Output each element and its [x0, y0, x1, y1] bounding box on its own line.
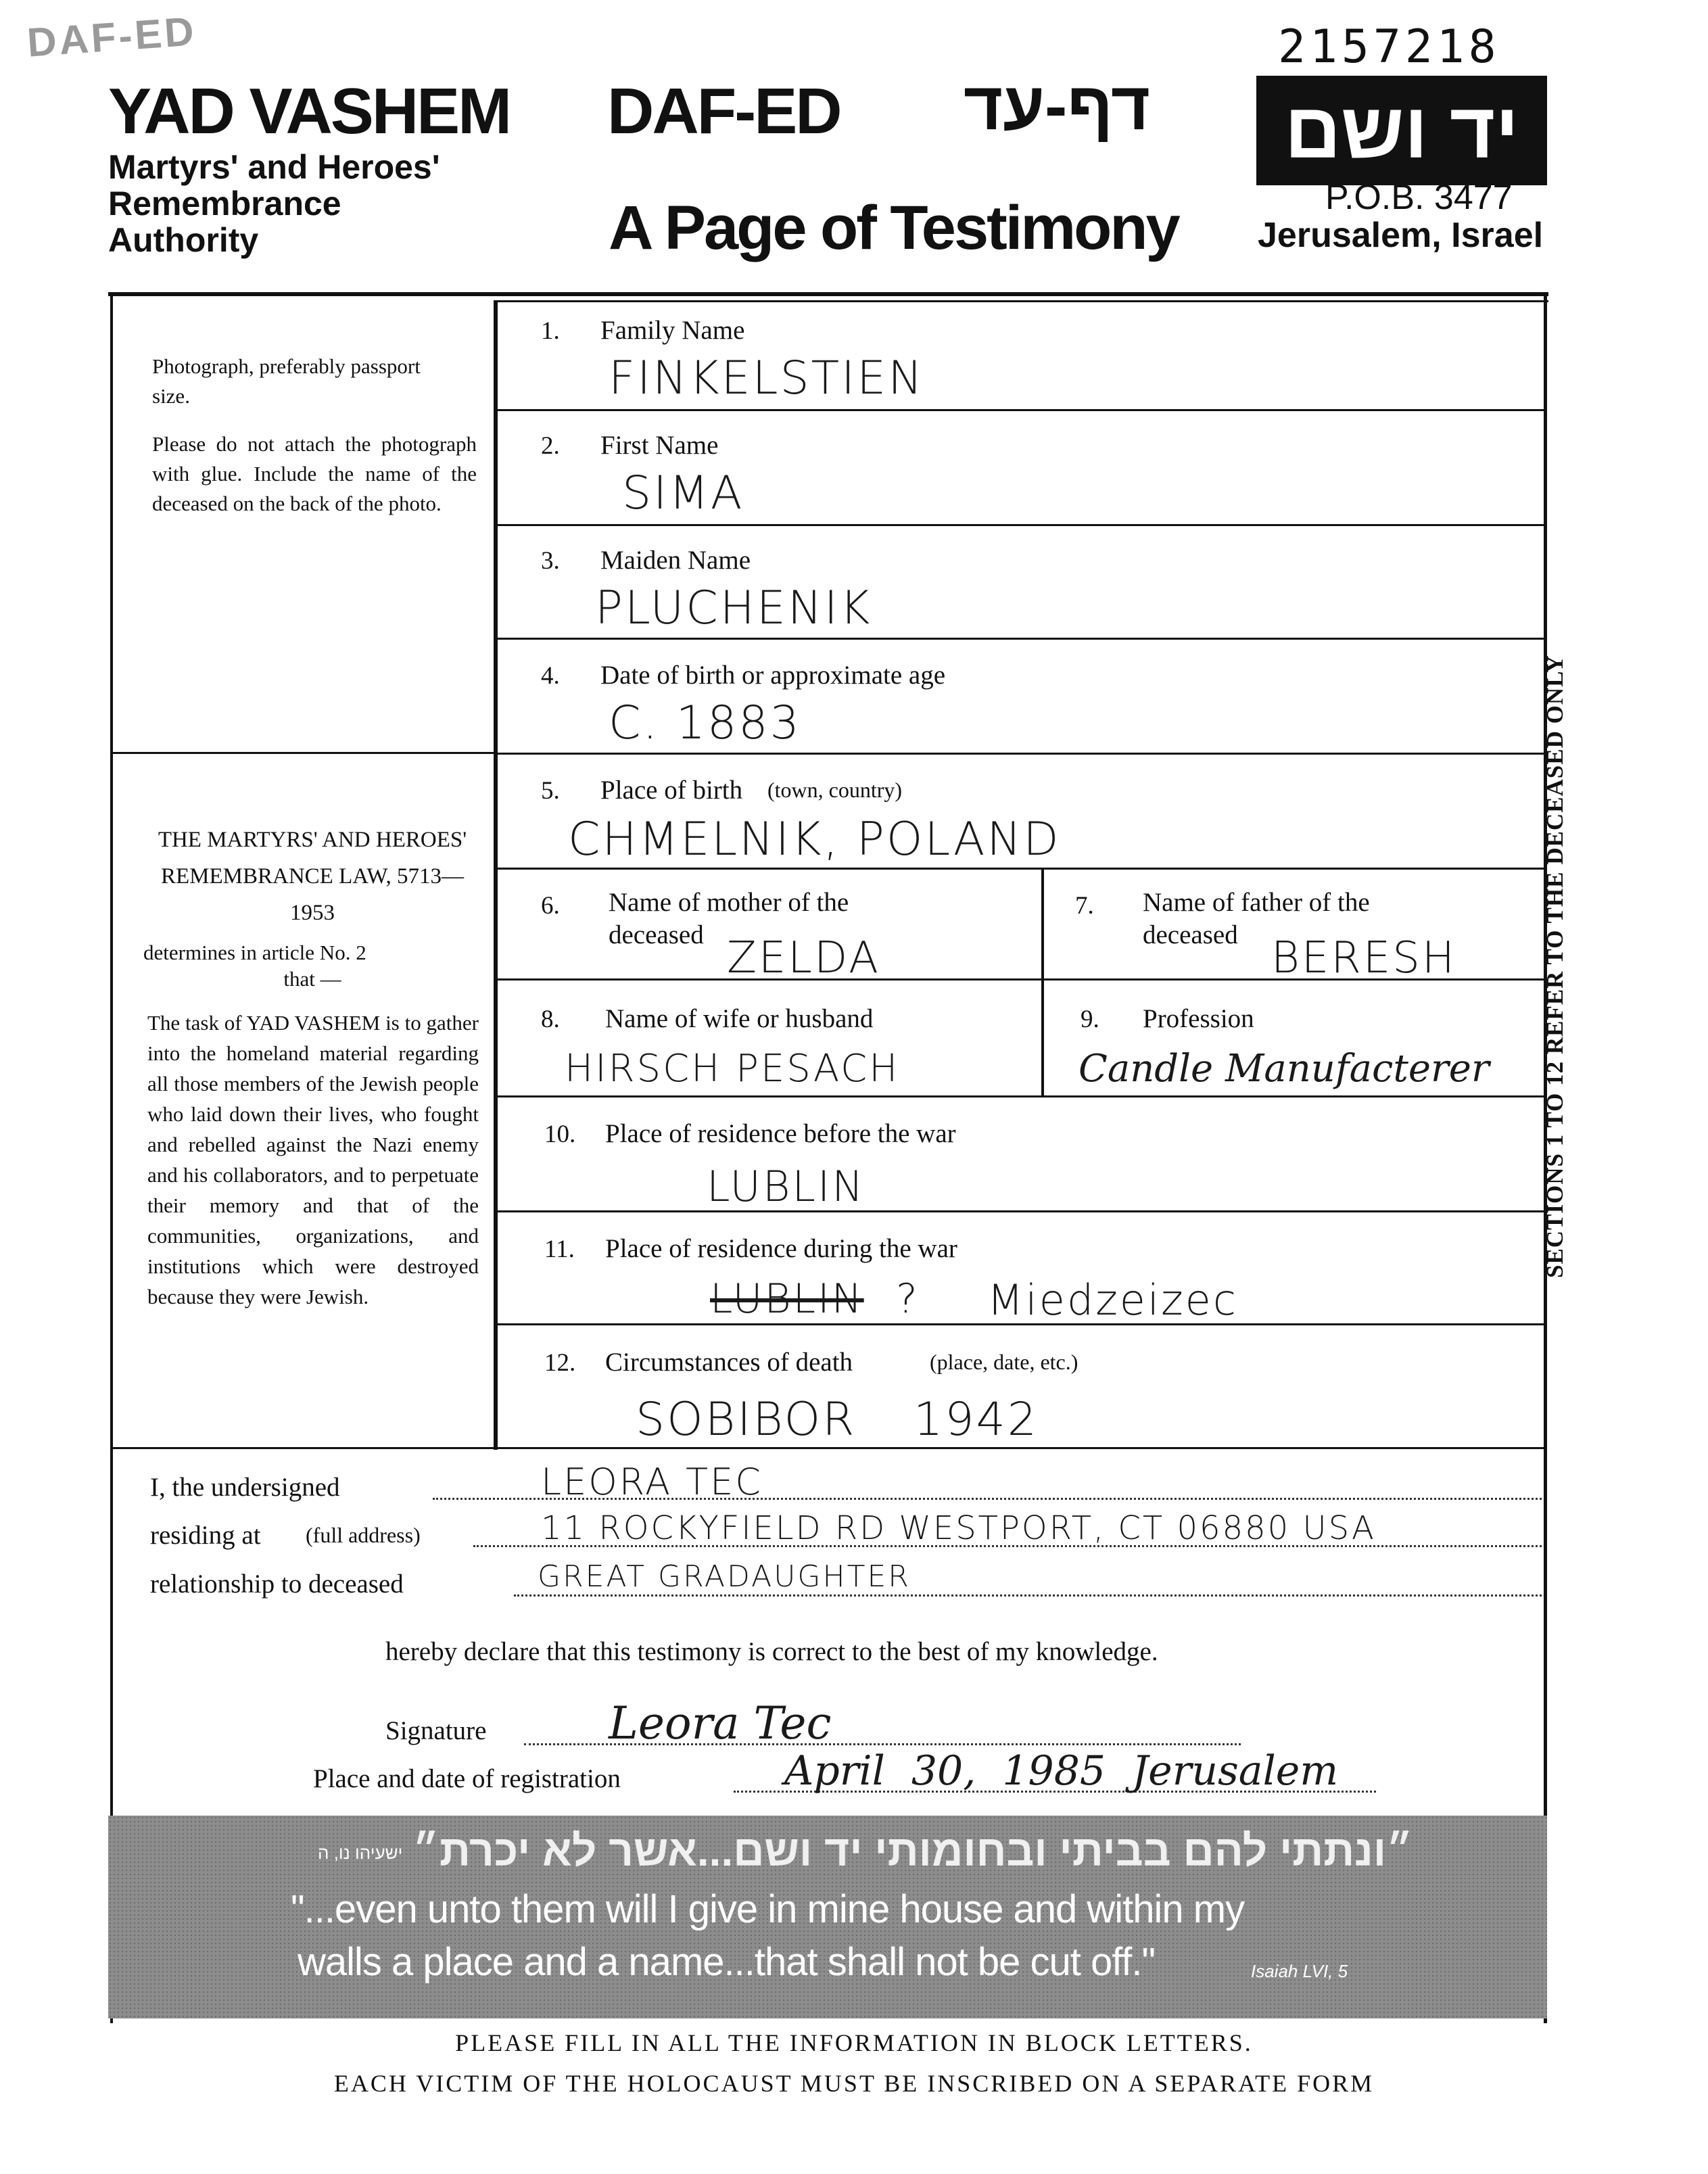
field-number: 9.: [1081, 1006, 1099, 1033]
form-name-latin: DAF-ED: [607, 75, 840, 147]
law-task-text: The task of YAD VASHEM is to gather into the homeland material regarding all those members of the Jewish people who laid down their lives, who fought and rebelled against the Nazi enemy and his collaborators, and to perpetuate their memory and that of the communities, organizations, and institutions which were destroyed because they were Jewish.: [147, 1011, 479, 1308]
field-value-family-name[interactable]: FINKELSTIEN: [609, 352, 925, 405]
field-number: 4.: [541, 662, 560, 690]
banner-quote-line: walls a place and a name...that shall not be cut off.": [298, 1940, 1156, 1984]
law-that: that —: [283, 967, 341, 991]
field-label-residence-during: Place of residence during the war: [605, 1234, 957, 1263]
banner-quote-line: "...even unto them will I give in mine house and within my: [291, 1887, 1245, 1931]
field-label-mother-name: Name of mother of the: [609, 888, 849, 917]
field-value-date-of-birth[interactable]: C. 1883: [609, 696, 801, 750]
field-value-profession[interactable]: Candle Manufacterer: [1078, 1047, 1490, 1091]
undersigned-label: I, the undersigned: [150, 1473, 340, 1502]
row-divider: [496, 753, 1544, 755]
field-number: 1.: [541, 317, 560, 345]
declaration-statement: hereby declare that this testimony is correct to the best of my knowledge.: [385, 1637, 1158, 1666]
field-label-circumstances: Circumstances of death: [605, 1348, 853, 1377]
document-number: 2157218: [1278, 20, 1500, 74]
residing-label: residing at: [150, 1521, 261, 1550]
footer-instruction: PLEASE FILL IN ALL THE INFORMATION IN BLOCK LETTERS.: [455, 2029, 1253, 2056]
frame-top-line: [108, 292, 1548, 296]
relationship-value[interactable]: GREAT GRADAUGHTER: [538, 1559, 911, 1594]
field-label-father-name: Name of father of the: [1143, 888, 1370, 917]
field-value-residence-during[interactable]: Miedzeizec: [987, 1275, 1238, 1325]
banner-ref: Isaiah LVI, 5: [1251, 1961, 1348, 1981]
field-label-place-of-birth-note: (town, country): [767, 778, 903, 802]
field-value-place-of-birth[interactable]: CHMELNIK, POLAND: [568, 813, 1061, 866]
field-number: 8.: [541, 1006, 560, 1033]
signature-label: Signature: [385, 1716, 487, 1745]
relationship-label: relationship to deceased: [150, 1569, 404, 1599]
row-divider: [496, 868, 1544, 870]
stamp-mark: DAF-ED: [25, 8, 198, 66]
law-determines: determines in article No. 2: [143, 941, 366, 964]
org-subtitle-line: Authority: [108, 221, 259, 259]
field-value-spouse-name[interactable]: HIRSCH PESACH: [565, 1047, 900, 1091]
field-label-residence-before: Place of residence before the war: [605, 1119, 956, 1148]
field-number: 2.: [541, 432, 560, 460]
field-number: 11.: [544, 1235, 575, 1263]
registration-label: Place and date of registration: [313, 1764, 621, 1793]
field-label-father-name-2: deceased: [1143, 920, 1238, 949]
form-name-hebrew: דף-עד: [964, 68, 1151, 144]
row-divider: [110, 1447, 1545, 1449]
photo-instructions: Please do not attach the photograph with glue. Include the name of the deceased on the back of the photo.: [152, 432, 477, 515]
field-value-maiden-name[interactable]: PLUCHENIK: [595, 582, 872, 635]
field-value-residence-during-struck: LUBLIN: [710, 1275, 864, 1323]
banner-hebrew-ref: ישעיהו נו, ה: [318, 1843, 403, 1863]
field-value-father-name[interactable]: BERESH: [1271, 933, 1456, 983]
residing-note: (full address): [306, 1523, 421, 1547]
field-label-mother-name-2: deceased: [609, 920, 704, 949]
field-label-spouse-name: Name of wife or husband: [605, 1004, 874, 1033]
undersigned-value[interactable]: LEORA TEC: [541, 1461, 763, 1503]
field-label-profession: Profession: [1143, 1004, 1254, 1033]
photo-note: Photograph, preferably passport size.: [152, 354, 421, 408]
split-divider: [1041, 868, 1044, 1095]
row-divider: [496, 1095, 1544, 1097]
field-number: 5.: [541, 777, 560, 805]
field-label-first-name: First Name: [600, 431, 719, 460]
po-box: P.O.B. 3477: [1325, 178, 1513, 217]
org-name: YAD VASHEM: [108, 75, 511, 147]
field-number: 7.: [1075, 892, 1094, 920]
field-label-date-of-birth: Date of birth or approximate age: [600, 661, 946, 690]
org-subtitle-line: Remembrance: [108, 185, 341, 222]
law-heading: THE MARTYRS' AND HEROES' REMEMBRANCE LAW, 5713—1953: [158, 828, 467, 925]
field-value-first-name[interactable]: SIMA: [622, 467, 744, 520]
field-label-family-name: Family Name: [600, 316, 745, 345]
field-number: 12.: [544, 1349, 576, 1377]
sections-note: SECTIONS 1 TO 12 REFER TO THE DECEASED ONLY: [1542, 655, 1568, 1278]
field-value-circumstances[interactable]: SOBIBOR 1942: [636, 1393, 1039, 1446]
signature-value[interactable]: Leora Tec: [609, 1697, 832, 1749]
logo-text: יד ושם: [1284, 87, 1519, 174]
banner-hebrew-quote: ״ונתתי להם בביתי ובחומותי יד ושם...אשר לא יכרת״: [412, 1826, 1413, 1875]
field-value-residence-before[interactable]: LUBLIN: [707, 1162, 865, 1211]
page-title: A Page of Testimony: [609, 193, 1179, 262]
row-divider: [496, 409, 1544, 411]
frame-left-line: [110, 292, 113, 2023]
residing-value[interactable]: 11 ROCKYFIELD RD WESTPORT, CT 06880 USA: [541, 1509, 1376, 1547]
yad-vashem-logo: [1256, 76, 1547, 185]
org-subtitle-line: Martyrs' and Heroes': [108, 148, 440, 186]
frame-top-line-inner: [494, 300, 1548, 302]
row-divider: [496, 638, 1544, 640]
footer-instruction: EACH VICTIM OF THE HOLOCAUST MUST BE INSCRIBED ON A SEPARATE FORM: [333, 2070, 1375, 2097]
field-label-circumstances-note: (place, date, etc.): [930, 1350, 1078, 1374]
column-divider: [494, 300, 498, 1450]
city: Jerusalem, Israel: [1258, 216, 1544, 255]
field-label-place-of-birth: Place of birth: [600, 776, 743, 805]
field-number: 6.: [541, 892, 560, 920]
row-divider: [496, 524, 1544, 526]
field-value-residence-during-mark: ?: [896, 1275, 920, 1323]
row-divider: [496, 1210, 1544, 1212]
field-label-maiden-name: Maiden Name: [600, 546, 751, 575]
org-subtitle: [108, 149, 514, 258]
field-value-mother-name[interactable]: ZELDA: [727, 933, 880, 983]
left-panel-divider: [110, 752, 496, 754]
registration-value[interactable]: April 30, 1985 Jerusalem: [784, 1747, 1339, 1795]
field-number: 10.: [544, 1120, 576, 1148]
field-number: 3.: [541, 547, 560, 575]
